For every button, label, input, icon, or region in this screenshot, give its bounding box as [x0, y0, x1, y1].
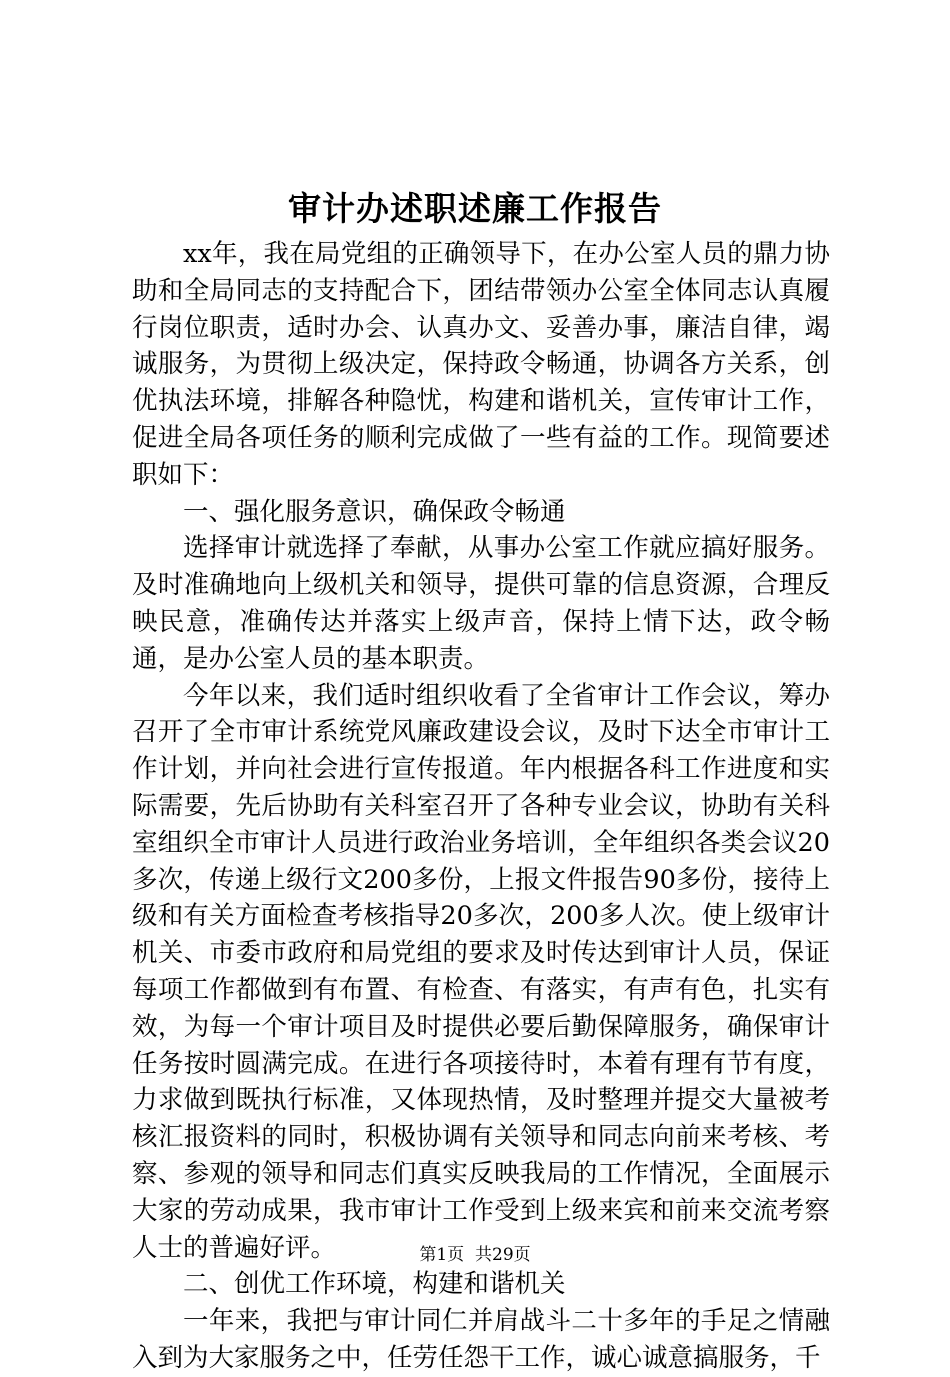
paragraph-service: 选择审计就选择了奉献，从事办公室工作就应搞好服务。及时准确地向上级机关和领导，提供可靠的信息资源，合理反映民意，准确传达并落实上级声音，保持上情下达，政令畅通，是办公室人员的基本职责。 — [132, 533, 830, 674]
page-footer — [0, 1244, 950, 1266]
page-number: 第1页 — [419, 1245, 465, 1265]
footer-separator — [464, 1245, 475, 1265]
document-title: 审计办述职述廉工作报告 — [288, 189, 662, 228]
paragraph-meetings: 今年以来，我们适时组织收看了全省审计工作会议，筹办召开了全市审计系统党风廉政建设会议，及时下达全市审计工作计划，并向社会进行宣传报道。年内根据各科工作进度和实际需要，先后协助有关科室召开了各种专业会议，协助有关科室组织全市审计人员进行政治业务培训，全年组织各类会议20多次，传递上级行文200多份，上报文件报告90多份，接待上级和有关方面检查考核指导20多次，200多人次。使上级审计机关、市委市政府和局党组的要求及时传达到审计人员，保证每项工作都做到有布置、有检查、有落实，有声有色，扎实有效，为每一个审计项目及时提供必要后勤保障服务，确保审计任务按时圆满完成。在进行各项接待时，本着有理有节有度，力求做到既执行标准，又体现热情，及时整理并提交大量被考核汇报资料的同时，积极协调有关领导和同志向前来考核、考察、参观的领导和同志们真实反映我局的工作情况，全面展示大家的劳动成果，我市审计工作受到上级来宾和前来交流考察人士的普遍好评。 — [132, 680, 830, 1263]
paragraph-intro: xx年，我在局党组的正确领导下，在办公室人员的鼎力协助和全局同志的支持配合下，团结带领办公室全体同志认真履行岗位职责，适时办会、认真办文、妥善办事，廉洁自律，竭诚服务，为贯彻上级决定，保持政令畅通，协调各方关系，创优执法环境，排解各种隐忧，构建和谐机关，宣传审计工作，促进全局各项任务的顺利完成做了一些有益的工作。现简要述职如下： — [132, 239, 830, 490]
section-heading-2: 二、创优工作环境，构建和谐机关 — [183, 1269, 566, 1300]
document-body — [132, 236, 830, 1377]
section-heading-1: 一、强化服务意识，确保政令畅通 — [183, 496, 566, 527]
paragraph-environment: 一年来，我把与审计同仁并肩战斗二十多年的手足之情融入到为大家服务之中，任劳任怨干工作，诚心诚意搞服务，千 — [132, 1306, 830, 1373]
page-total: 共29页 — [475, 1245, 531, 1265]
